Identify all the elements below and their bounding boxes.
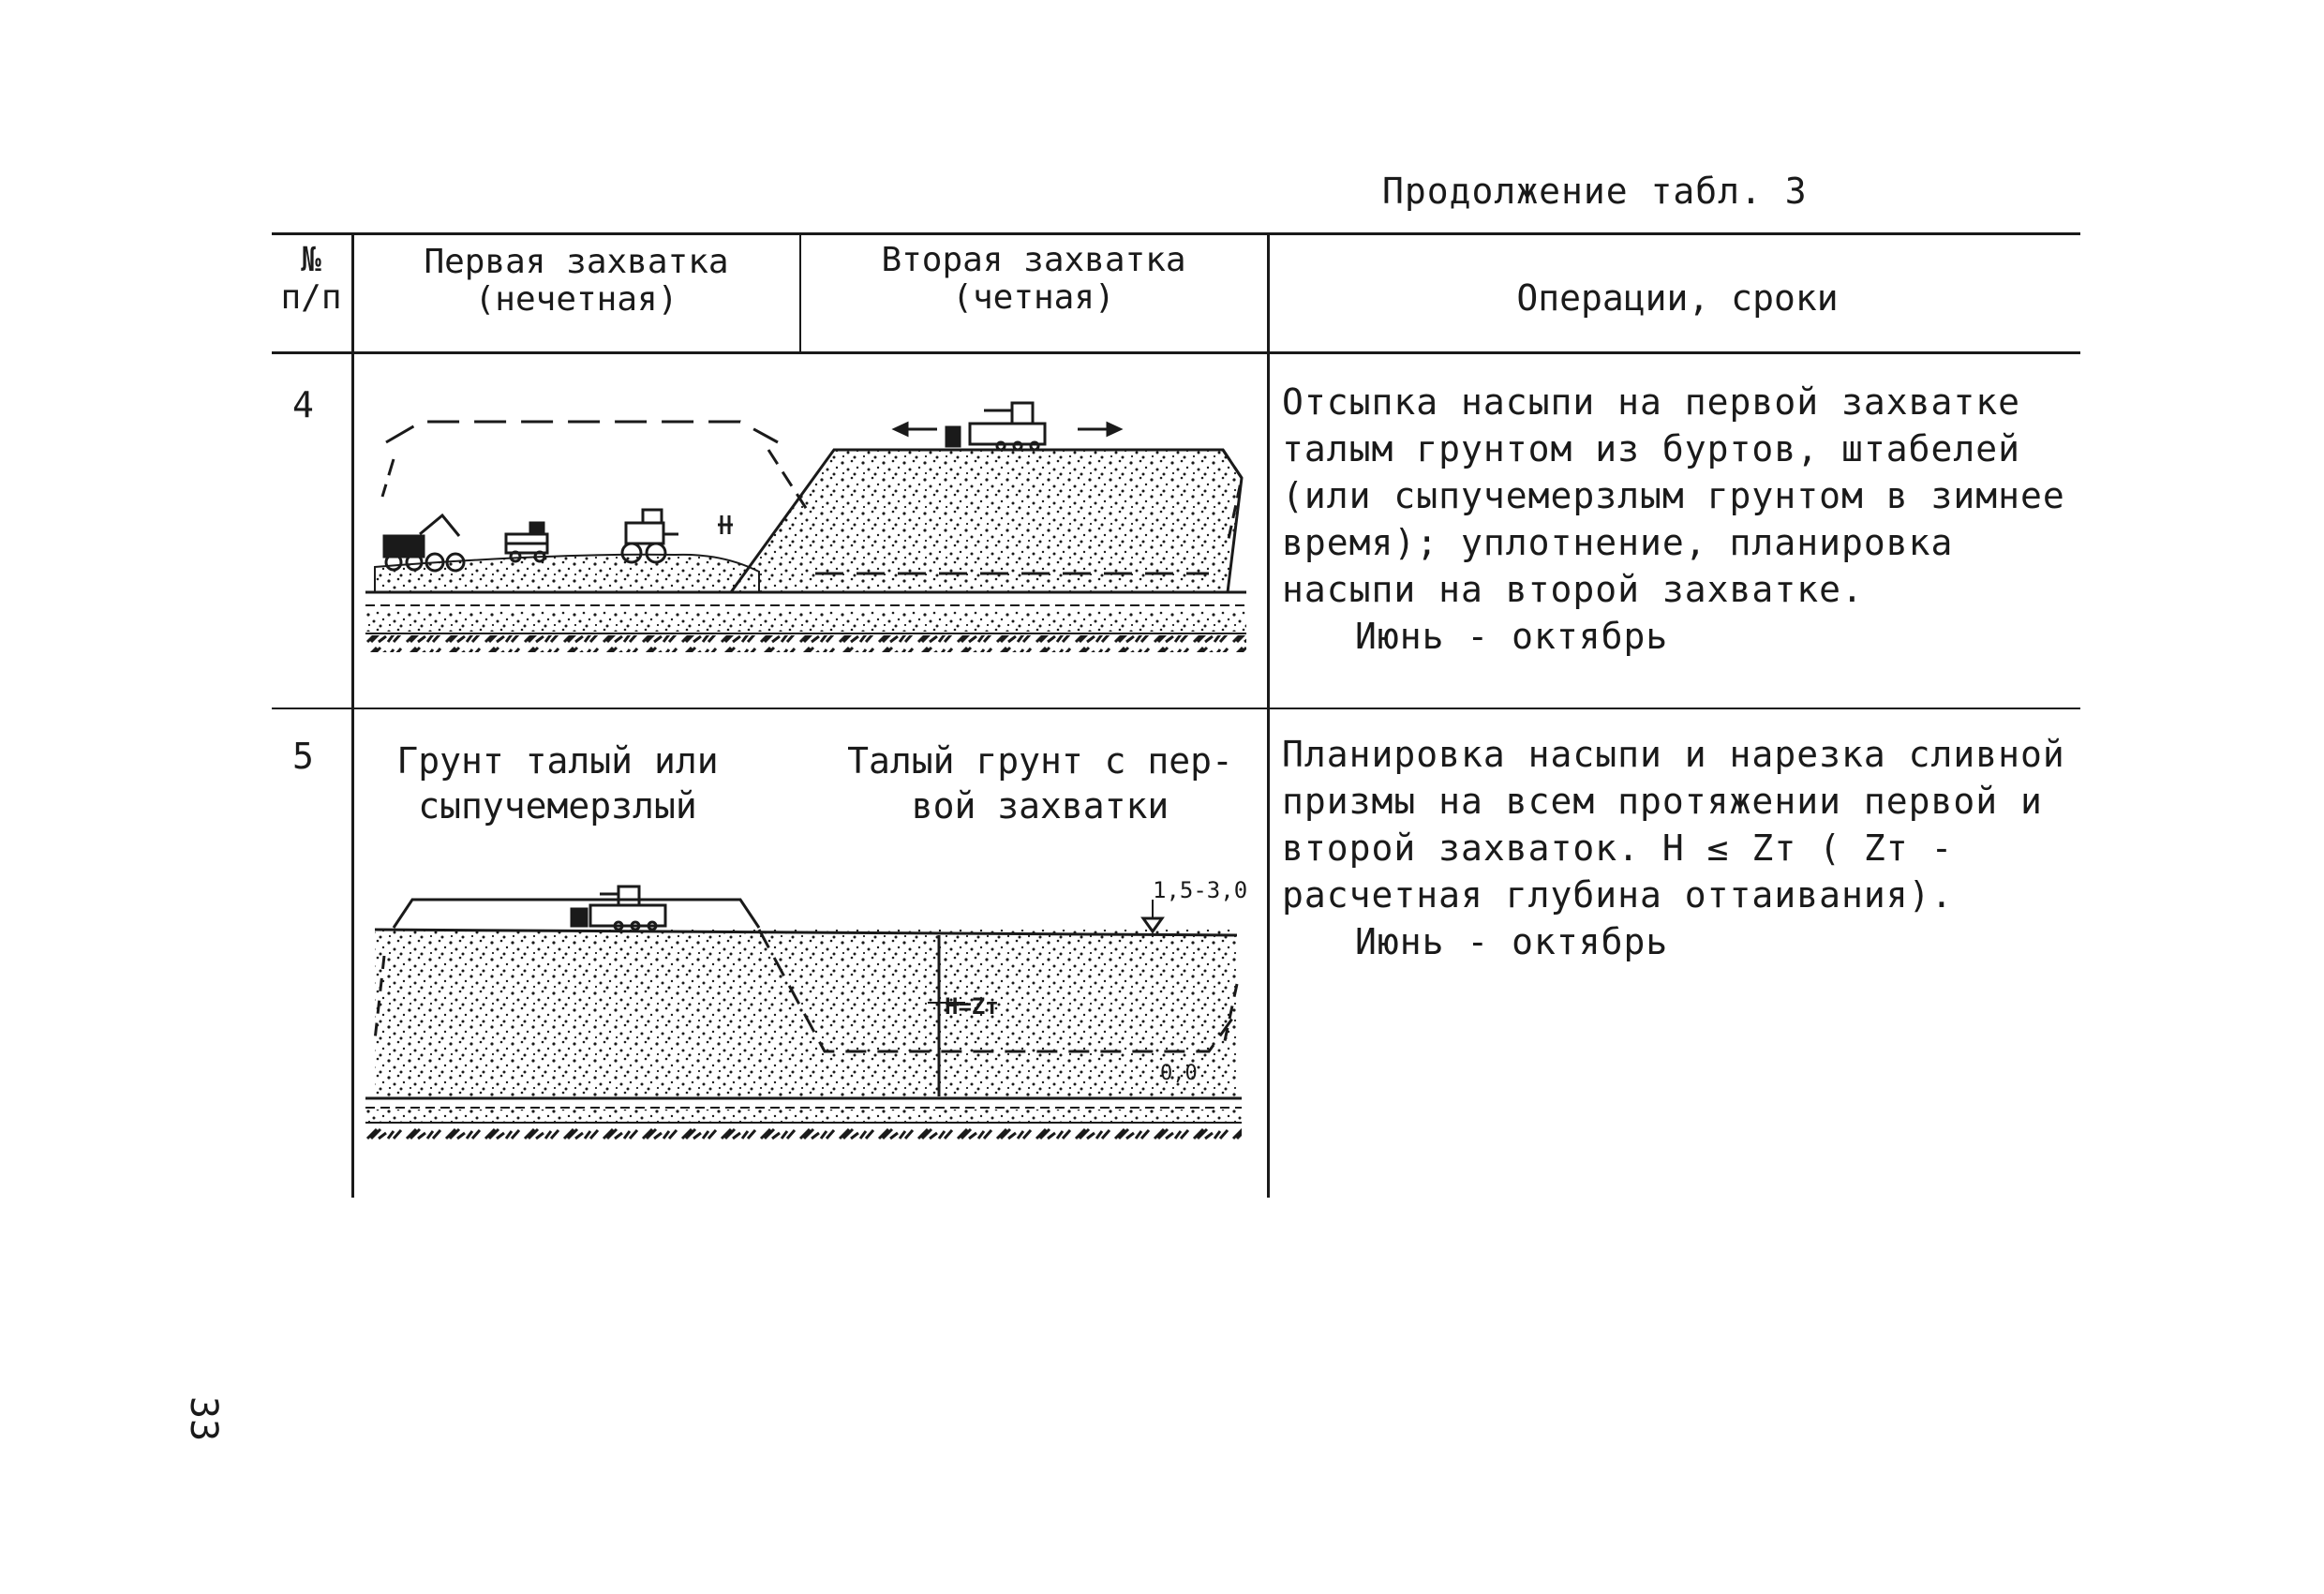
page-number: 33 (182, 1396, 225, 1442)
row-4-ops-text: Отсыпка насыпи на первой захватке талым грунтом из буртов, штабелей (или сыпучемерзлым грунтом в зимнее время); уплотнение, планировка насыпи на второй захватке. (1282, 381, 2065, 610)
row-5-note-second (825, 738, 1256, 828)
label-zero-elevation: 0,0 (1160, 1062, 1198, 1085)
label-top-elevation: 1,5-3,0 (1153, 877, 1248, 903)
header-num (274, 242, 349, 317)
table-caption: Продолжение табл. 3 (1382, 171, 1808, 212)
column-rule-sections (799, 232, 801, 352)
table-top-rule (272, 232, 2080, 235)
bulldozer-icon (572, 886, 665, 930)
header-second-line1: Вторая захватка (881, 241, 1186, 279)
row-5-note-second-line1: Талый грунт с пер- (847, 740, 1233, 782)
design-outline-first (386, 422, 778, 442)
header-second-section (804, 242, 1263, 317)
row-4-cross-section-drawing (365, 375, 1260, 665)
row-5-note-first-line2: сыпучемерзлый (418, 785, 697, 827)
dump-truck-icon (506, 523, 547, 561)
row-5-note-second-line2: вой захватки (911, 785, 1169, 827)
embankment-second (731, 450, 1242, 592)
header-first-line2: (нечетная) (474, 280, 678, 319)
elevation-marker-icon (1143, 918, 1162, 931)
row-5-number: 5 (292, 736, 314, 777)
table-header-rule (272, 351, 2080, 354)
header-first-line1: Первая захватка (424, 243, 729, 281)
row-5-cross-section-drawing (365, 871, 1260, 1143)
row-5-note-first-line1: Грунт талый или (396, 740, 719, 782)
design-slope-left (382, 459, 394, 497)
header-operations: Операции, сроки (1516, 277, 1839, 319)
header-second-line2: (четная) (952, 278, 1115, 317)
natural-soil-row5 (365, 1110, 1242, 1123)
row-5-ops-text: Планировка насыпи и нарезка сливной призмы на всем протяжении первой и второй захваток. H ≤ Zт ( Zт - расчетная глубина оттаивания). (1282, 734, 2065, 916)
natural-soil (365, 611, 1246, 632)
table-row-divider (272, 708, 2080, 709)
row-4-operations (1282, 379, 2078, 660)
header-first-section (356, 244, 797, 319)
label-thaw-depth: H=Zт (945, 993, 999, 1020)
header-num-line2: п/п (280, 278, 342, 317)
fill-layer-first (375, 555, 759, 592)
roller-icon (718, 515, 733, 534)
soil-hatching-row5 (365, 1125, 1242, 1140)
row-4-term: Июнь - октябрь (1355, 616, 1669, 657)
column-rule-num (351, 232, 354, 1198)
column-rule-ops (1267, 232, 1270, 1198)
bulldozer-icon (946, 403, 1045, 450)
movement-arrow-icon (895, 424, 1120, 435)
row-5-term: Июнь - октябрь (1355, 921, 1669, 962)
soil-hatching (365, 635, 1246, 652)
row-4-number: 4 (292, 384, 314, 425)
row-5-note-first (370, 738, 745, 828)
row-5-operations (1282, 731, 2078, 965)
header-num-line1: № (301, 241, 321, 279)
